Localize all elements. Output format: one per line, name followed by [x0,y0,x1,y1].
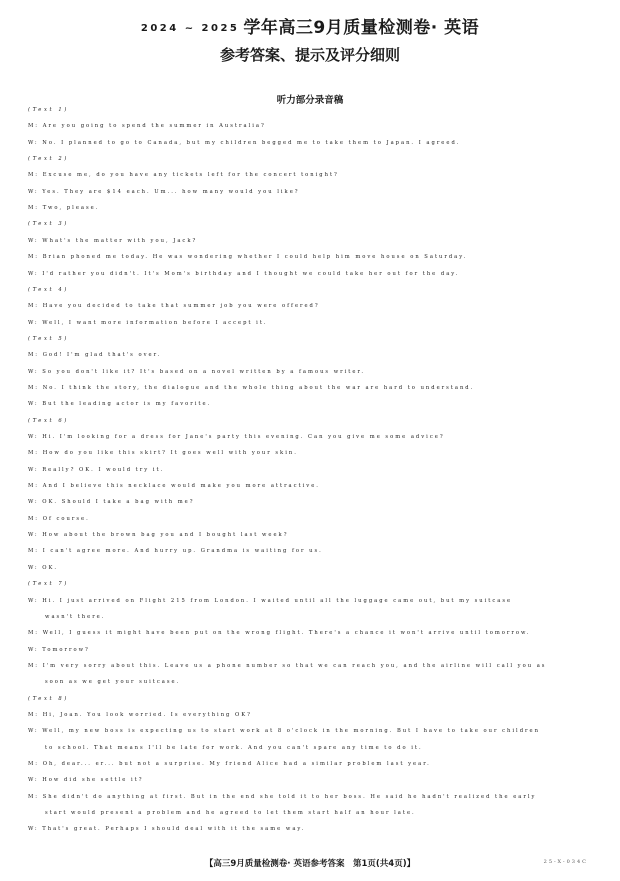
transcript-line: W: That's great. Perhaps I should deal with it the same way. [28,826,306,833]
transcript-line: W: But the leading actor is my favorite. [28,401,212,408]
text-label: (Text 8) [28,695,69,702]
page-title [0,13,620,38]
text-label: (Text 6) [28,417,69,424]
transcript-line: W: Hi. I'm looking for a dress for Jane's party this evening. Can you give me some advice? [28,434,445,440]
section-title: 听力部分录音稿 [276,95,344,106]
transcript-line: M: Brian phoned me today. He was wondering whether I could help him move house on Saturday. [28,254,468,261]
transcript-line: start would present a problem and he agreed to let them start half an hour late. [45,810,416,817]
transcript-line: W: How about the brown bag you and I bought last week? [28,532,289,539]
page-footer: 【高三9月质量检测卷· 英语参考答案 第1页(共4页)】 [204,859,416,869]
transcript-line: M: Are you going to spend the summer in Australia? [28,123,266,130]
transcript-line: M: How do you like this skirt? It goes well with your skin. [28,450,298,457]
transcript-line: W: OK. [28,564,59,571]
transcript-line: W: Well, my new boss is expecting us to start work at 8 o'clock in the morning. But I have to take our children [28,728,540,735]
transcript-line: W: Well, I want more information before I accept it. [28,319,268,326]
text-label: (Text 4) [28,286,69,293]
transcript-line: M: Hi, Joan. You look worried. Is everything OK? [28,711,252,718]
transcript-line: W: What's the matter with you, Jack? [28,237,198,244]
transcript-line: W: OK. Should I take a bag with me? [28,499,195,506]
transcript-line: M: Two, please. [28,205,100,212]
transcript-line: wasn't there. [45,613,106,620]
transcript-line: M: I can't agree more. And hurry up. Grandma is waiting for us. [28,548,323,555]
transcript-line: W: Hi. I just arrived on Flight 215 from London. I waited until all the luggage came out, but my suitcase [28,597,513,604]
title-year: 2024 ~ 2025 [140,23,240,34]
transcript-line: soon as we get your suitcase. [45,679,181,686]
transcript-line: to school. That means I'll be late for work. And you can't spare any time to do it. [45,744,423,751]
page-subtitle: 参考答案、提示及评分细则 [219,46,400,64]
transcript-line: M: Have you decided to take that summer job you were offered? [28,303,320,310]
transcript-line: W: Really? OK. I would try it. [28,466,165,473]
title-main: 学年高三9月质量检测卷· 英语 [243,18,480,38]
transcript-line: W: How did she settle it? [28,777,144,784]
transcript-line: M: Of course. [28,515,90,522]
transcript-line: M: Oh, dear... er... but not a surprise. My friend Alice had a similar problem last year. [28,761,431,767]
transcript-line: M: Well, I guess it might have been put on the wrong flight. There's a chance it won't arrive until tomorrow. [28,630,531,637]
transcript-line: W: No. I planned to go to Canada, but my children begged me to take them to Japan. I agreed. [28,139,461,146]
transcript-line: W: I'd rather you didn't. It's Mom's birthday and I thought we could take her out for the day. [28,270,460,277]
text-label: (Text 1) [28,107,69,113]
transcript-line: M: Excuse me, do you have any tickets left for the concert tonight? [28,172,339,179]
transcript-line: W: So you don't like it? It's based on a novel written by a famous writer. [28,368,366,375]
document-code: 25-X-034C [543,859,588,865]
transcript-line: M: God! I'm glad that's over. [28,352,162,359]
transcript-line: M: No. I think the story, the dialogue and the whole thing about the war are hard to understand. [28,384,475,391]
text-label: (Text 3) [28,221,69,228]
text-label: (Text 7) [28,581,69,588]
text-label: (Text 5) [28,335,69,342]
transcript-line: M: I'm very sorry about this. Leave us a phone number so that we can reach you, and the airline will call you as [28,662,547,669]
transcript-line: W: Yes. They are $14 each. Um... how many would you like? [28,188,300,195]
text-label: (Text 2) [28,156,69,163]
transcript-line: W: Tomorrow? [28,646,90,653]
transcript-line: M: And I believe this necklace would make you more attractive. [28,483,320,490]
transcript-line: M: She didn't do anything at first. But in the end she told it to her boss. He said he hadn't realized the early [28,793,537,800]
